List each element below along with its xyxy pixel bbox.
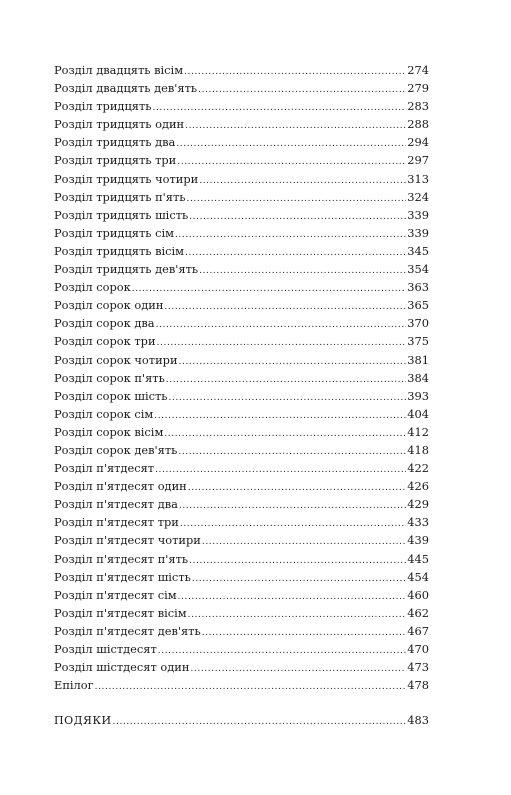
toc-entry[interactable] bbox=[54, 513, 429, 531]
toc-entry-page: 294 bbox=[407, 135, 429, 150]
toc-entry-page: 279 bbox=[407, 81, 429, 96]
toc-entry-page: 384 bbox=[407, 370, 429, 385]
toc-entry-page: 339 bbox=[407, 207, 429, 222]
toc-entry-title: Розділ сорок дев'ять bbox=[54, 442, 178, 457]
toc-leader-dots bbox=[154, 407, 406, 425]
toc-leader-dots bbox=[199, 172, 406, 190]
toc-leader-dots bbox=[198, 81, 406, 99]
toc-entry[interactable] bbox=[54, 495, 429, 513]
toc-entry-page: 363 bbox=[407, 280, 429, 295]
toc-leader-dots bbox=[179, 353, 407, 371]
toc-entry[interactable] bbox=[54, 640, 429, 658]
toc-entry-title: Розділ тридцять шість bbox=[54, 207, 189, 222]
toc-entry[interactable] bbox=[54, 477, 429, 495]
toc-entry-page: 483 bbox=[407, 713, 429, 728]
toc-entry[interactable] bbox=[54, 531, 429, 549]
toc-entry-page: 412 bbox=[407, 424, 429, 439]
toc-entry-page: 365 bbox=[407, 298, 429, 313]
toc-leader-dots bbox=[184, 63, 406, 81]
toc-entry[interactable] bbox=[54, 459, 429, 477]
toc-entry[interactable] bbox=[54, 79, 429, 97]
toc-entry[interactable] bbox=[54, 332, 429, 350]
toc-leader-dots bbox=[185, 244, 406, 262]
toc-entry[interactable] bbox=[54, 369, 429, 387]
toc-entry[interactable] bbox=[54, 604, 429, 622]
toc-leader-dots bbox=[95, 678, 407, 696]
toc-leader-dots bbox=[164, 425, 406, 443]
toc-entry[interactable] bbox=[54, 242, 429, 260]
toc-entry[interactable] bbox=[54, 658, 429, 676]
toc-entry-page: 339 bbox=[407, 225, 429, 240]
toc-entry-page: 454 bbox=[407, 569, 429, 584]
toc-entry-page: 478 bbox=[407, 678, 429, 693]
toc-leader-dots bbox=[202, 624, 407, 642]
toc-entries bbox=[54, 61, 429, 694]
toc-entry[interactable] bbox=[54, 586, 429, 604]
toc-entry-title: Розділ п'ятдесят два bbox=[54, 497, 178, 512]
toc-entry-title: Розділ п'ятдесят дев'ять bbox=[54, 623, 201, 638]
toc-entry-page: 473 bbox=[407, 660, 429, 675]
toc-entry-page: 381 bbox=[407, 352, 429, 367]
toc-entry-title: Розділ сорок сім bbox=[54, 406, 154, 421]
toc-entry[interactable] bbox=[54, 133, 429, 151]
toc-entry-title: Розділ п'ятдесят три bbox=[54, 515, 179, 530]
toc-leader-dots bbox=[156, 316, 407, 334]
toc-entry[interactable] bbox=[54, 441, 429, 459]
toc-entry-title: Розділ п'ятдесят один bbox=[54, 479, 187, 494]
toc-leader-dots bbox=[179, 497, 406, 515]
toc-leader-dots bbox=[158, 642, 406, 660]
toc-entry-title: Розділ тридцять п'ять bbox=[54, 189, 186, 204]
toc-leader-dots bbox=[175, 226, 406, 244]
toc-entry-page: 313 bbox=[407, 171, 429, 186]
toc-entry-page: 439 bbox=[407, 533, 429, 548]
toc-leader-dots bbox=[189, 552, 406, 570]
toc-entry-title: Розділ двадцять вісім bbox=[54, 63, 184, 77]
toc-leader-dots bbox=[113, 713, 407, 731]
toc-entry-page: 429 bbox=[407, 497, 429, 512]
toc-entry-acknowledgements[interactable] bbox=[54, 711, 429, 729]
toc-entry-title: Розділ шістдесят один bbox=[54, 660, 190, 675]
toc-entry[interactable] bbox=[54, 115, 429, 133]
toc-entry-page: 345 bbox=[407, 243, 429, 258]
toc-entry-page: 393 bbox=[407, 388, 429, 403]
toc-entry-title: Розділ тридцять дев'ять bbox=[54, 262, 199, 277]
toc-entry-title: Епілог bbox=[54, 678, 94, 693]
toc-leader-dots bbox=[192, 570, 406, 588]
toc-entry-page: 462 bbox=[407, 605, 429, 620]
toc-leader-dots bbox=[202, 533, 406, 551]
toc-entry[interactable] bbox=[54, 151, 429, 169]
toc-entry-page: 433 bbox=[407, 515, 429, 530]
toc-entry-page: 288 bbox=[407, 117, 429, 132]
toc-entry[interactable] bbox=[54, 568, 429, 586]
toc-entry[interactable] bbox=[54, 296, 429, 314]
toc-entry-page: 418 bbox=[407, 442, 429, 457]
toc-entry-title: Розділ сорок три bbox=[54, 334, 156, 349]
toc-entry-page: 426 bbox=[407, 479, 429, 494]
toc-leader-dots bbox=[169, 389, 407, 407]
toc-entry-page: 467 bbox=[407, 623, 429, 638]
toc-entry-title: Розділ шістдесят bbox=[54, 642, 157, 656]
toc-entry-title: Розділ тридцять сім bbox=[54, 225, 174, 240]
toc-entry-title: Розділ тридцять bbox=[54, 99, 152, 114]
toc-entry-title: Розділ тридцять один bbox=[54, 117, 185, 132]
toc-entry-page: 445 bbox=[407, 551, 429, 566]
toc-entry-title: Розділ двадцять дев'ять bbox=[54, 81, 198, 96]
toc-entry[interactable] bbox=[54, 622, 429, 640]
toc-entry-page: 375 bbox=[407, 334, 429, 349]
toc-entry-title: Розділ сорок два bbox=[54, 316, 155, 331]
toc-leader-dots bbox=[188, 479, 406, 497]
toc-entry-title: Розділ тридцять три bbox=[54, 153, 177, 168]
toc-entry-title: Розділ п'ятдесят чотири bbox=[54, 533, 201, 548]
toc-leader-dots bbox=[178, 443, 406, 461]
toc-leader-dots bbox=[132, 280, 406, 298]
toc-entry[interactable] bbox=[54, 423, 429, 441]
toc-leader-dots bbox=[155, 461, 406, 479]
toc-entry[interactable] bbox=[54, 676, 429, 694]
toc-entry-title: Розділ п'ятдесят bbox=[54, 461, 155, 476]
toc-entry[interactable] bbox=[54, 278, 429, 296]
toc-leader-dots bbox=[189, 208, 406, 226]
toc-leader-dots bbox=[152, 99, 406, 117]
toc-entry[interactable] bbox=[54, 387, 429, 405]
table-of-contents bbox=[54, 61, 429, 729]
toc-entry[interactable] bbox=[54, 405, 429, 423]
toc-gap bbox=[54, 694, 429, 711]
toc-entry-title: Розділ тридцять вісім bbox=[54, 243, 185, 258]
toc-leader-dots bbox=[164, 298, 406, 316]
toc-entry-page: 354 bbox=[407, 262, 429, 277]
toc-leader-dots bbox=[190, 660, 406, 678]
toc-leader-dots bbox=[176, 135, 406, 153]
toc-entry-title: Розділ сорок чотири bbox=[54, 352, 178, 367]
toc-entry-title: Розділ п'ятдесят вісім bbox=[54, 605, 187, 620]
toc-entry-title: Розділ тридцять чотири bbox=[54, 171, 199, 186]
toc-leader-dots bbox=[185, 117, 406, 135]
toc-entry-page: 370 bbox=[407, 316, 429, 331]
toc-leader-dots bbox=[199, 262, 406, 280]
toc-entry-title: Розділ сорок п'ять bbox=[54, 370, 165, 385]
toc-leader-dots bbox=[180, 515, 406, 533]
toc-entry[interactable] bbox=[54, 170, 429, 188]
toc-entry-page: 297 bbox=[407, 153, 429, 168]
toc-entry[interactable] bbox=[54, 188, 429, 206]
toc-entry-title: Розділ сорок шість bbox=[54, 388, 168, 403]
toc-entry-page: 404 bbox=[407, 406, 429, 421]
toc-entry-page: 460 bbox=[407, 587, 429, 602]
toc-entry-page: 324 bbox=[407, 189, 429, 204]
toc-entry-page: 274 bbox=[407, 63, 429, 77]
toc-entry-page: 422 bbox=[407, 461, 429, 476]
toc-entry[interactable] bbox=[54, 260, 429, 278]
toc-leader-dots bbox=[187, 190, 407, 208]
toc-leader-dots bbox=[177, 153, 406, 171]
toc-entry[interactable] bbox=[54, 224, 429, 242]
toc-entry-title: Розділ сорок один bbox=[54, 298, 164, 313]
toc-entry-page: 470 bbox=[407, 642, 429, 656]
toc-entry-title: Розділ сорок вісім bbox=[54, 424, 164, 439]
toc-entry-title: Розділ тридцять два bbox=[54, 135, 176, 150]
toc-entry[interactable] bbox=[54, 351, 429, 369]
toc-entry-title: ПОДЯКИ bbox=[54, 714, 112, 728]
toc-entry-title: Розділ п'ятдесят шість bbox=[54, 569, 191, 584]
toc-leader-dots bbox=[188, 606, 407, 624]
toc-entry[interactable] bbox=[54, 550, 429, 568]
toc-leader-dots bbox=[157, 334, 407, 352]
toc-leader-dots bbox=[166, 371, 406, 389]
toc-entry[interactable] bbox=[54, 206, 429, 224]
toc-entry-title: Розділ сорок bbox=[54, 280, 131, 295]
toc-entry[interactable] bbox=[54, 61, 429, 79]
toc-entry[interactable] bbox=[54, 97, 429, 115]
toc-leader-dots bbox=[178, 588, 407, 606]
toc-entry[interactable] bbox=[54, 314, 429, 332]
toc-entry-page: 283 bbox=[407, 99, 429, 114]
toc-entry-title: Розділ п'ятдесят п'ять bbox=[54, 551, 189, 566]
toc-entry-title: Розділ п'ятдесят сім bbox=[54, 587, 177, 602]
